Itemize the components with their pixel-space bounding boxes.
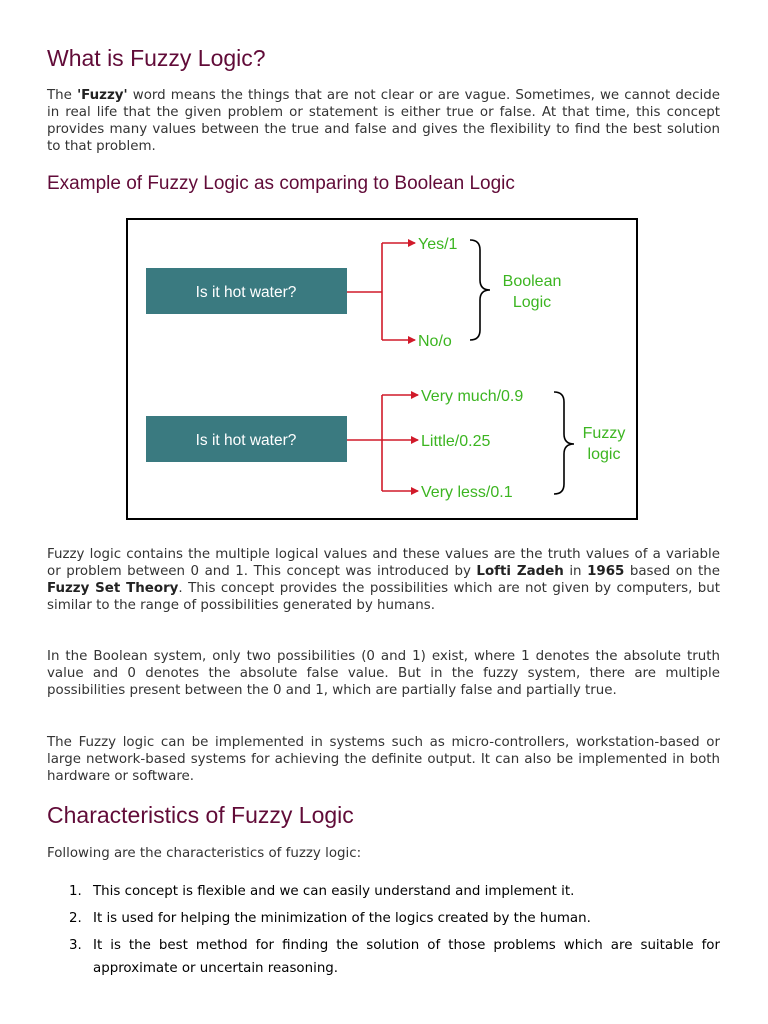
boolean-output-no: No/o — [418, 333, 452, 350]
characteristics-list — [47, 880, 720, 984]
fuzzy-output-very-less: Very less/0.1 — [421, 484, 513, 501]
characteristics-intro: Following are the characteristics of fuzzy logic: — [47, 846, 362, 861]
list-item — [47, 934, 720, 980]
inventor-name: Lofti Zadeh — [476, 564, 564, 579]
diagram-svg — [128, 220, 636, 518]
list-item — [47, 907, 720, 930]
intro-text-start: The — [47, 88, 78, 103]
definition-text-1: Fuzzy logic contains the multiple logical values and these values are the truth values of a variable or problem between 0 and 1. This concept was introduced by — [47, 547, 720, 579]
boolean-brace — [470, 240, 490, 340]
list-item-text: It is used for helping the minimization of the logics created by the human. — [93, 911, 591, 926]
definition-text-2: in — [563, 564, 588, 579]
definition-paragraph — [47, 546, 720, 614]
inventor-year: 1965 — [587, 564, 625, 579]
boolean-comparison-paragraph: In the Boolean system, only two possibilities (0 and 1) exist, where 1 denotes the absolute truth value and 0 denotes the absolute false value. But in the fuzzy system, there are multiple possibilities present between the 0 and 1, which are partially false and partially true. — [47, 649, 720, 698]
implementation-paragraph: The Fuzzy logic can be implemented in systems such as micro-controllers, workstation-based or large network-based systems for achieving the definite output. It can also be implemented in both hardware or software. — [47, 735, 720, 784]
definition-text-4: . This concept provides the possibilities which are not given by computers, but similar to the range of possibilities generated by humans. — [47, 581, 721, 613]
boolean-output-yes: Yes/1 — [418, 236, 458, 253]
definition-text-3: based on the — [624, 564, 720, 579]
list-item-number: 3. — [69, 938, 82, 953]
fuzzy-output-little: Little/0.25 — [421, 433, 491, 450]
list-item-number: 1. — [69, 884, 82, 899]
boolean-label-line2: Logic — [512, 294, 552, 311]
characteristics-heading: Characteristics of Fuzzy Logic — [47, 802, 354, 828]
fuzzy-label-line2: logic — [587, 446, 621, 463]
list-item-text: This concept is flexible and we can easily understand and implement it. — [93, 884, 575, 899]
list-item-number: 2. — [69, 911, 82, 926]
example-heading: Example of Fuzzy Logic as comparing to Boolean Logic — [47, 173, 515, 194]
intro-text-end: word means the things that are not clear or are vague. Sometimes, we cannot decide in real life that the given problem or statement is either true or false. At that time, this concept provides many values between the true and false and gives the flexibility to find the best solution to that problem. — [47, 88, 720, 154]
list-item — [47, 880, 720, 903]
fuzzy-brace — [554, 392, 574, 494]
intro-paragraph — [47, 87, 720, 155]
fuzzy-arrows — [347, 395, 418, 491]
fuzzy-label-line1: Fuzzy — [582, 425, 626, 442]
intro-fuzzy-term: 'Fuzzy' — [77, 88, 128, 103]
boolean-label-line1: Boolean — [502, 273, 562, 290]
boolean-arrows — [347, 243, 415, 340]
page-title: What is Fuzzy Logic? — [47, 45, 266, 71]
list-item-text: It is the best method for finding the solution of those problems which are suitable for approximate or uncertain reasoning. — [93, 938, 720, 976]
fuzzy-vs-boolean-diagram — [126, 218, 638, 520]
question-text-top: Is it hot water? — [195, 284, 297, 301]
fuzzy-set-theory-term: Fuzzy Set Theory — [47, 581, 179, 596]
fuzzy-output-very-much: Very much/0.9 — [421, 388, 524, 405]
question-text-bottom: Is it hot water? — [195, 432, 297, 449]
